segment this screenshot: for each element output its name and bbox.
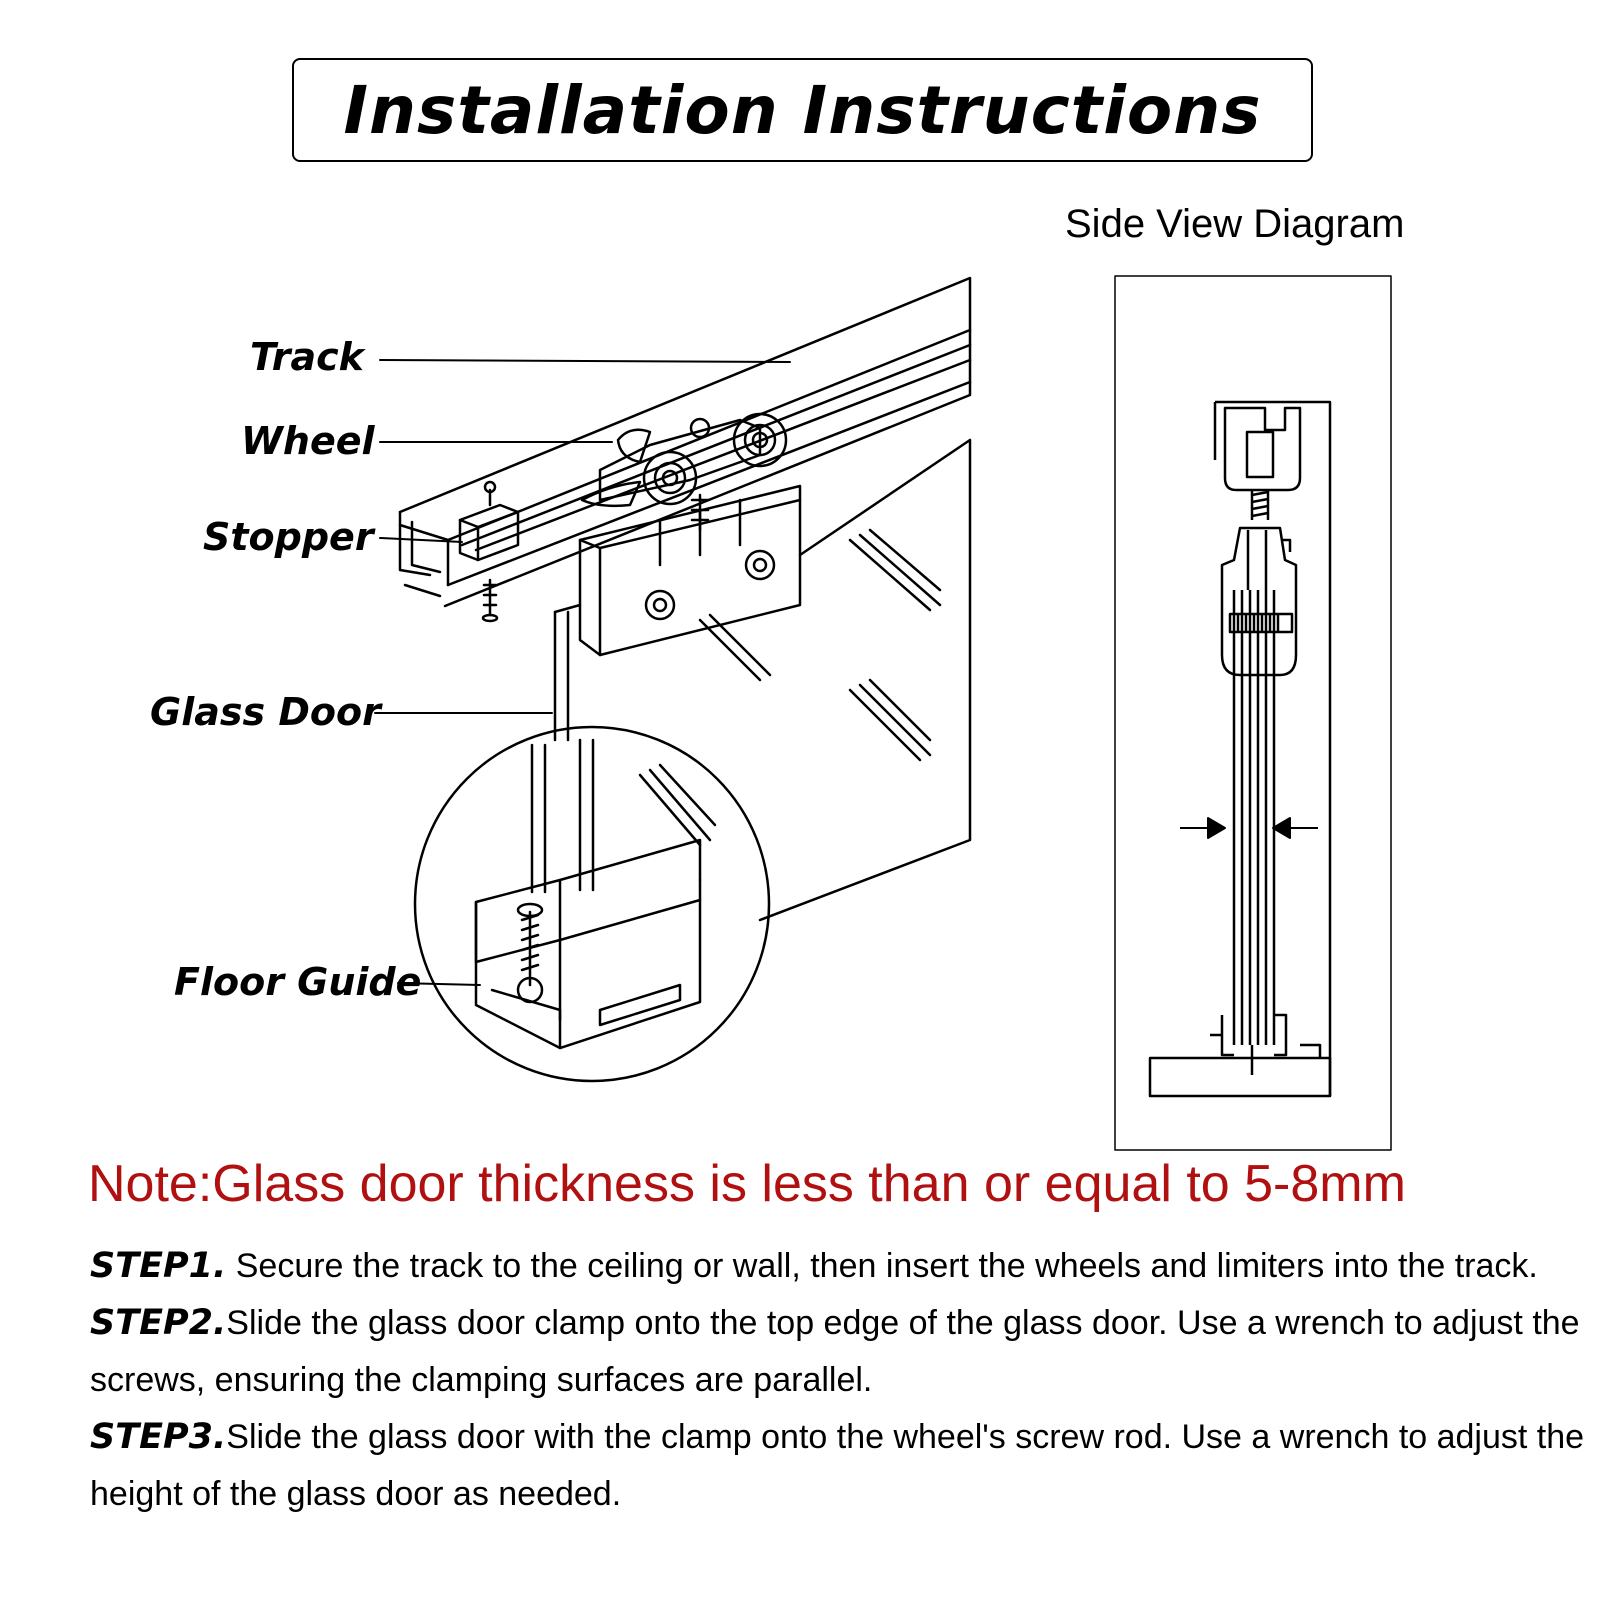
stopper-label: Stopper [203, 515, 374, 559]
step-2 [90, 1295, 1590, 1409]
step-1 [90, 1238, 1590, 1295]
step-3 [90, 1409, 1590, 1523]
side-view-title: Side View Diagram [1065, 202, 1405, 246]
step-3-name: STEP3. [90, 1417, 227, 1457]
step-2-text: Slide the glass door clamp onto the top edge of the glass door. Use a wrench to adjust the screws, ensuring the clamping surfaces are parallel. [90, 1304, 1580, 1399]
wheel-label: Wheel [241, 419, 375, 463]
step-1-text: Secure the track to the ceiling or wall, then insert the wheels and limiters into the track. [226, 1247, 1538, 1285]
track-label: Track [250, 335, 364, 379]
thickness-note: Note:Glass door thickness is less than or equal to 5-8mm [88, 1155, 1406, 1213]
steps-list [90, 1238, 1590, 1523]
step-3-text: Slide the glass door with the clamp onto the wheel's screw rod. Use a wrench to adjust the height of the glass door as needed. [90, 1418, 1585, 1513]
page-title: Installation Instructions [343, 71, 1262, 149]
glass-door-label: Glass Door [150, 690, 381, 734]
step-2-name: STEP2. [90, 1303, 227, 1343]
step-1-name: STEP1. [90, 1246, 227, 1286]
floor-guide-label: Floor Guide [174, 960, 422, 1004]
